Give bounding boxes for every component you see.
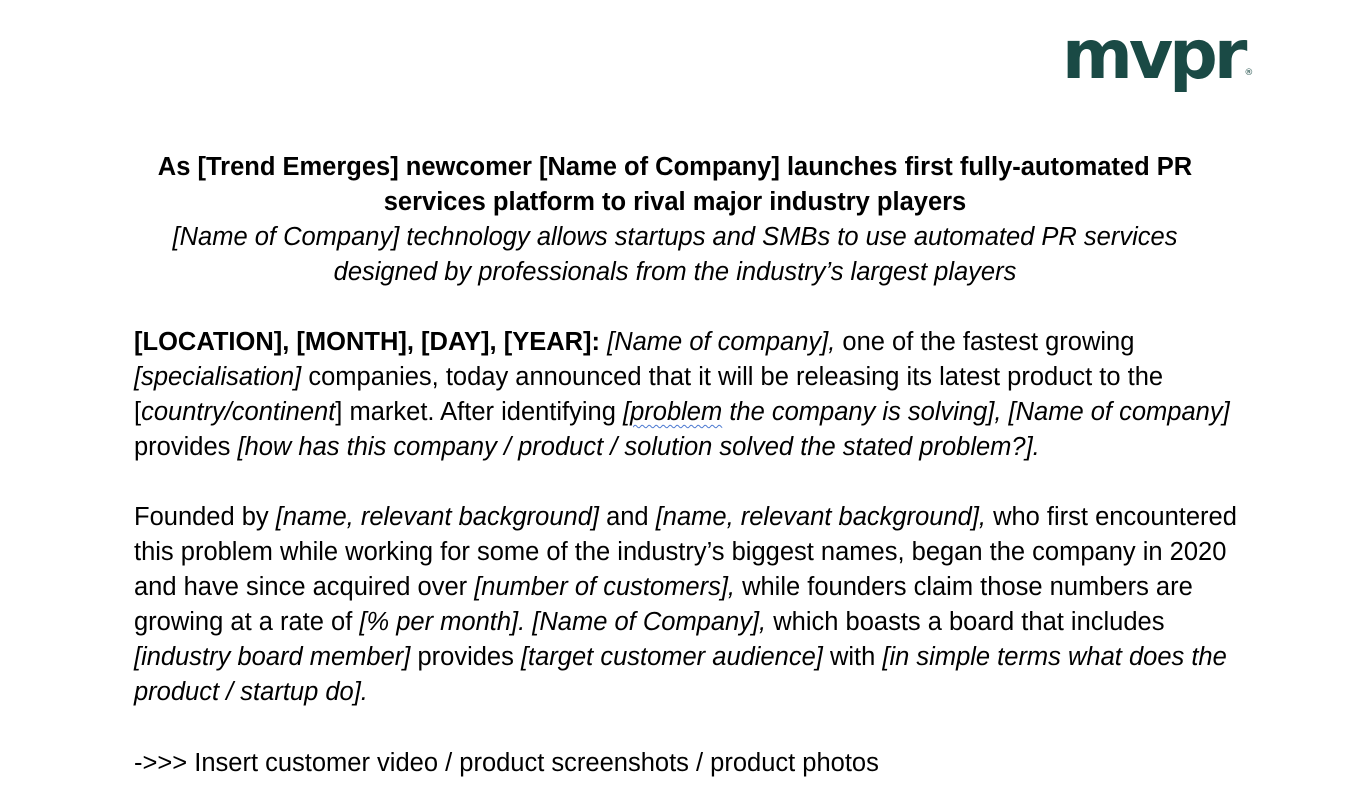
headline-line-1: As [Trend Emerges] newcomer [Name of Company] launches first fully-automated PR xyxy=(157,153,1193,181)
dateline: [LOCATION], [MONTH], [DAY], [YEAR]: xyxy=(134,328,601,356)
placeholder-founder-1: [name, relevant background] xyxy=(275,503,599,531)
body-text: provides xyxy=(134,433,238,461)
body-text: which boasts a board that includes xyxy=(766,608,1165,636)
placeholder-growth-rate: [% per month]. [Name of Company], xyxy=(359,608,767,636)
body-text: Founded by xyxy=(134,503,276,531)
placeholder-country: country/continent xyxy=(141,398,336,426)
placeholder-specialisation: [specialisation] xyxy=(134,363,302,391)
body-text: while founders claim those numbers are growing at a rate of xyxy=(134,573,1193,636)
logo-text: mvpr xyxy=(1062,16,1244,95)
body-text: one of the fastest growing xyxy=(835,328,1135,356)
placeholder-company-name: [Name of company], xyxy=(607,328,836,356)
placeholder-problem-rest: the company is solving], [Name of company] xyxy=(722,398,1230,426)
media-insert-note: ->>> Insert customer video / product screenshots / product photos xyxy=(134,749,879,777)
body-text: provides xyxy=(410,643,521,671)
mvpr-logo xyxy=(1062,16,1254,95)
logo-wordmark xyxy=(1062,16,1254,95)
press-release-subheadline xyxy=(100,220,1250,290)
placeholder-problem xyxy=(623,398,1230,426)
press-release-headline xyxy=(100,150,1250,220)
body-text: companies, today announced that it will be releasing its latest product to the [ xyxy=(134,363,1164,426)
placeholder-audience: [target customer audience] xyxy=(520,643,823,671)
placeholder-solution: [how has this company / product / solution solved the stated problem?]. xyxy=(237,433,1040,461)
registered-mark: ® xyxy=(1244,68,1254,78)
placeholder-board-member: [industry board member] xyxy=(134,643,411,671)
headline-line-2: services platform to rival major industry players xyxy=(383,188,967,216)
subheadline-line-2: designed by professionals from the industry’s largest players xyxy=(333,258,1017,286)
subheadline-line-1: [Name of Company] technology allows startups and SMBs to use automated PR services xyxy=(172,223,1178,251)
placeholder-founder-2: [name, relevant background], xyxy=(655,503,986,531)
placeholder-product-description: [in simple terms what does the product / startup do]. xyxy=(134,643,1227,706)
body-text: ] market. After identifying xyxy=(335,398,624,426)
spellcheck-underlined-word: problem xyxy=(630,398,723,426)
body-text: with xyxy=(822,643,883,671)
bracket-open: [ xyxy=(623,398,631,426)
placeholder-customers: [number of customers], xyxy=(474,573,735,601)
body-text: and xyxy=(598,503,656,531)
founders-paragraph xyxy=(134,500,1244,710)
body-text: who first encountered this problem while working for some of the industry’s biggest names, began the company in 2020 and have since acquired over xyxy=(134,503,1237,601)
intro-paragraph xyxy=(134,325,1244,465)
